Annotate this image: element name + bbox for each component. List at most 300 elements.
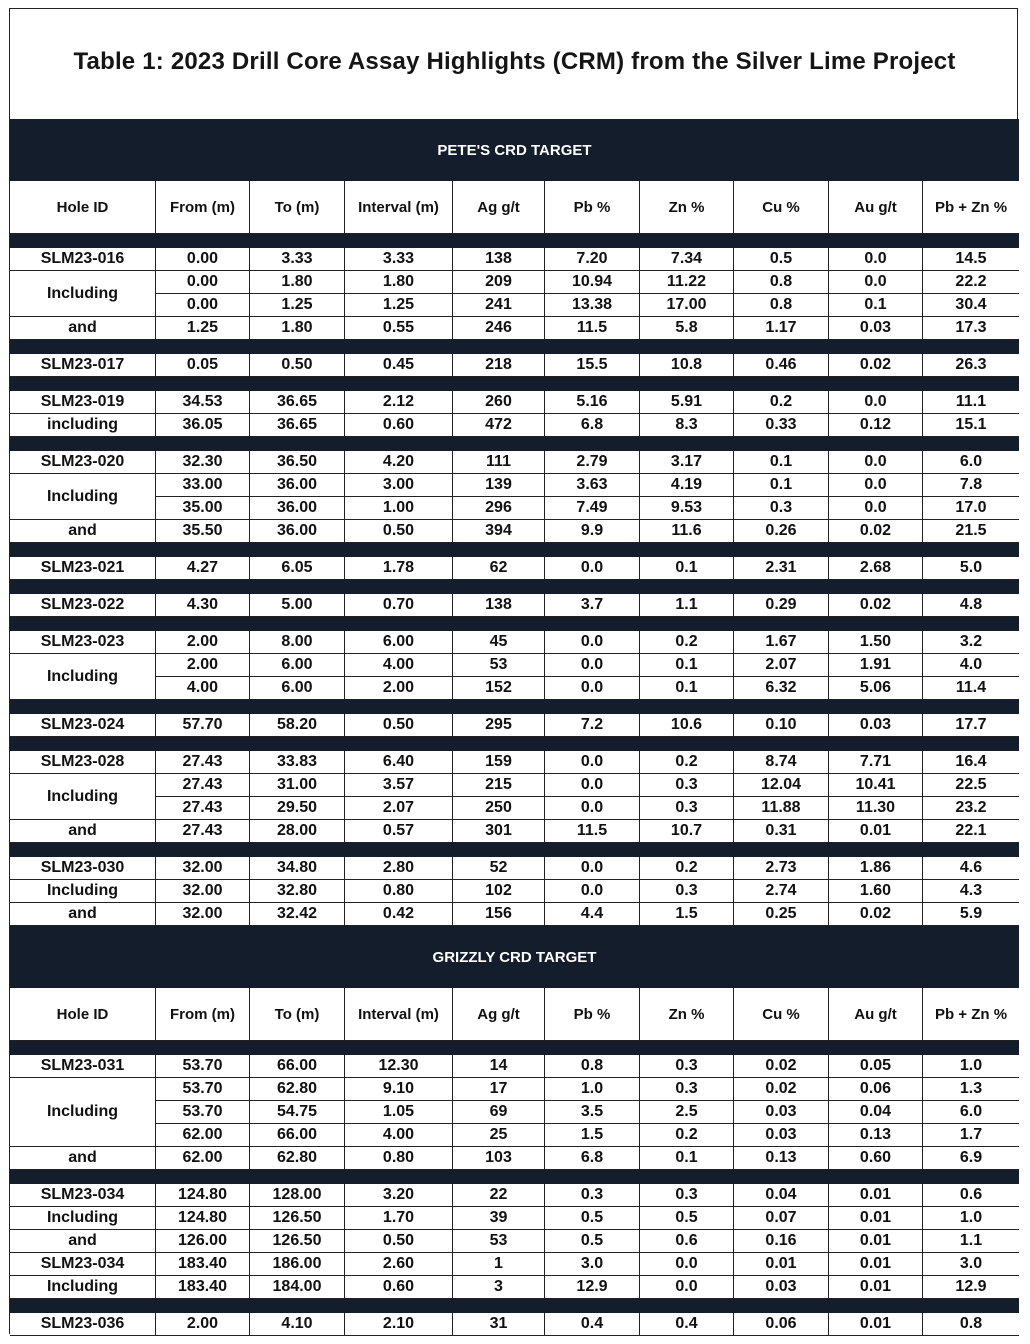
hole-id-cell: SLM23-016 (10, 248, 156, 271)
value-cell: 1.80 (250, 271, 345, 294)
value-cell: 27.43 (156, 820, 250, 843)
value-cell: 32.00 (156, 857, 250, 880)
value-cell: 0.3 (545, 1184, 640, 1207)
column-header: Zn % (640, 181, 734, 234)
value-cell: 27.43 (156, 751, 250, 774)
value-cell: 4.10 (250, 1313, 345, 1336)
value-cell: 0.0 (545, 677, 640, 700)
hole-id-cell: SLM23-031 (10, 1055, 156, 1078)
value-cell: 3.33 (345, 248, 453, 271)
value-cell: 0.3 (640, 880, 734, 903)
value-cell: 0.50 (345, 520, 453, 543)
hole-id-cell: SLM23-019 (10, 391, 156, 414)
row-separator (10, 437, 1019, 451)
table-row (10, 714, 1019, 737)
value-cell: 34.53 (156, 391, 250, 414)
value-cell: 1.1 (640, 594, 734, 617)
value-cell: 0.07 (734, 1207, 829, 1230)
row-separator (10, 1170, 1019, 1184)
row-separator (10, 1299, 1019, 1313)
assay-table (10, 119, 1019, 1336)
value-cell: 66.00 (250, 1055, 345, 1078)
value-cell: 0.8 (923, 1313, 1019, 1336)
value-cell: 4.3 (923, 880, 1019, 903)
table-row (10, 631, 1019, 654)
column-header: From (m) (156, 988, 250, 1041)
value-cell: 12.9 (923, 1276, 1019, 1299)
value-cell: 1.91 (829, 654, 923, 677)
hole-group (10, 248, 1019, 340)
value-cell: 126.50 (250, 1207, 345, 1230)
value-cell: 2.74 (734, 880, 829, 903)
value-cell: 295 (453, 714, 545, 737)
value-cell: 301 (453, 820, 545, 843)
hole-id-cell: SLM23-020 (10, 451, 156, 474)
hole-id-cell: SLM23-022 (10, 594, 156, 617)
value-cell: 17.7 (923, 714, 1019, 737)
value-cell: 241 (453, 294, 545, 317)
value-cell: 159 (453, 751, 545, 774)
column-header: To (m) (250, 181, 345, 234)
value-cell: 0.05 (829, 1055, 923, 1078)
value-cell: 2.00 (345, 677, 453, 700)
value-cell: 0.0 (829, 248, 923, 271)
value-cell: 0.42 (345, 903, 453, 926)
value-cell: 11.6 (640, 520, 734, 543)
value-cell: 53.70 (156, 1078, 250, 1101)
value-cell: 0.13 (734, 1147, 829, 1170)
hole-group (10, 751, 1019, 843)
header-row (10, 988, 1019, 1041)
row-separator (10, 580, 1019, 594)
value-cell: 0.0 (545, 880, 640, 903)
value-cell: 36.00 (250, 474, 345, 497)
value-cell: 6.8 (545, 414, 640, 437)
value-cell: 10.8 (640, 354, 734, 377)
value-cell: 0.0 (829, 497, 923, 520)
value-cell: 4.0 (923, 654, 1019, 677)
column-header: Zn % (640, 988, 734, 1041)
hole-group (10, 714, 1019, 737)
value-cell: 0.2 (640, 751, 734, 774)
including-label: Including (10, 1078, 156, 1147)
value-cell: 0.31 (734, 820, 829, 843)
row-separator (10, 700, 1019, 714)
value-cell: 1.25 (156, 317, 250, 340)
value-cell: 0.03 (829, 317, 923, 340)
value-cell: 0.3 (640, 797, 734, 820)
column-header: Pb + Zn % (923, 181, 1019, 234)
table-row (10, 797, 1019, 820)
section-band: GRIZZLY CRD TARGET (10, 926, 1019, 988)
value-cell: 6.00 (250, 677, 345, 700)
value-cell: 62.80 (250, 1078, 345, 1101)
value-cell: 250 (453, 797, 545, 820)
value-cell: 1.25 (250, 294, 345, 317)
value-cell: 1.50 (829, 631, 923, 654)
value-cell: 11.30 (829, 797, 923, 820)
hole-id-cell: Including (10, 1207, 156, 1230)
value-cell: 3.57 (345, 774, 453, 797)
table-row (10, 557, 1019, 580)
table-row (10, 751, 1019, 774)
value-cell: 0.0 (545, 751, 640, 774)
value-cell: 0.25 (734, 903, 829, 926)
value-cell: 4.4 (545, 903, 640, 926)
hole-id-cell: SLM23-023 (10, 631, 156, 654)
value-cell: 0.5 (545, 1230, 640, 1253)
value-cell: 7.49 (545, 497, 640, 520)
hole-group (10, 631, 1019, 700)
value-cell: 0.26 (734, 520, 829, 543)
hole-id-cell: SLM23-021 (10, 557, 156, 580)
table-row (10, 271, 1019, 294)
table-row (10, 677, 1019, 700)
hole-id-cell: Including (10, 880, 156, 903)
value-cell: 22.1 (923, 820, 1019, 843)
value-cell: 9.53 (640, 497, 734, 520)
value-cell: 1.3 (923, 1078, 1019, 1101)
value-cell: 12.04 (734, 774, 829, 797)
value-cell: 52 (453, 857, 545, 880)
value-cell: 11.5 (545, 317, 640, 340)
value-cell: 10.7 (640, 820, 734, 843)
value-cell: 53 (453, 654, 545, 677)
value-cell: 3.7 (545, 594, 640, 617)
table-row (10, 1313, 1019, 1336)
table-row (10, 1253, 1019, 1276)
hole-id-cell: including (10, 414, 156, 437)
value-cell: 1.25 (345, 294, 453, 317)
value-cell: 0.0 (545, 797, 640, 820)
value-cell: 1.7 (923, 1124, 1019, 1147)
value-cell: 5.9 (923, 903, 1019, 926)
row-separator (10, 1041, 1019, 1055)
value-cell: 0.50 (250, 354, 345, 377)
value-cell: 0.06 (734, 1313, 829, 1336)
value-cell: 0.80 (345, 1147, 453, 1170)
value-cell: 6.00 (250, 654, 345, 677)
value-cell: 16.4 (923, 751, 1019, 774)
value-cell: 4.19 (640, 474, 734, 497)
value-cell: 3 (453, 1276, 545, 1299)
table-row (10, 594, 1019, 617)
hole-id-cell: SLM23-028 (10, 751, 156, 774)
value-cell: 126.00 (156, 1230, 250, 1253)
including-label: Including (10, 654, 156, 700)
value-cell: 138 (453, 594, 545, 617)
hole-id-cell: and (10, 1147, 156, 1170)
value-cell: 0.04 (829, 1101, 923, 1124)
column-header: Cu % (734, 988, 829, 1041)
value-cell: 1.70 (345, 1207, 453, 1230)
table-row (10, 1276, 1019, 1299)
value-cell: 1.0 (923, 1207, 1019, 1230)
value-cell: 0.01 (734, 1253, 829, 1276)
value-cell: 4.00 (156, 677, 250, 700)
value-cell: 0.01 (829, 1276, 923, 1299)
value-cell: 296 (453, 497, 545, 520)
value-cell: 11.1 (923, 391, 1019, 414)
value-cell: 186.00 (250, 1253, 345, 1276)
value-cell: 22.2 (923, 271, 1019, 294)
value-cell: 6.32 (734, 677, 829, 700)
value-cell: 8.00 (250, 631, 345, 654)
value-cell: 2.00 (156, 1313, 250, 1336)
table-row (10, 1078, 1019, 1101)
value-cell: 0.0 (829, 271, 923, 294)
value-cell: 33.00 (156, 474, 250, 497)
value-cell: 34.80 (250, 857, 345, 880)
value-cell: 4.20 (345, 451, 453, 474)
hole-group (10, 857, 1019, 926)
table-row (10, 1124, 1019, 1147)
value-cell: 17.0 (923, 497, 1019, 520)
value-cell: 0.12 (829, 414, 923, 437)
value-cell: 218 (453, 354, 545, 377)
value-cell: 0.03 (734, 1101, 829, 1124)
value-cell: 3.0 (545, 1253, 640, 1276)
value-cell: 0.03 (734, 1276, 829, 1299)
value-cell: 1.05 (345, 1101, 453, 1124)
value-cell: 53.70 (156, 1055, 250, 1078)
value-cell: 7.71 (829, 751, 923, 774)
value-cell: 0.00 (156, 294, 250, 317)
value-cell: 0.29 (734, 594, 829, 617)
table-title: Table 1: 2023 Drill Core Assay Highlights (CRM) from the Silver Lime Project (73, 48, 956, 75)
value-cell: 2.80 (345, 857, 453, 880)
value-cell: 45 (453, 631, 545, 654)
value-cell: 246 (453, 317, 545, 340)
table-row (10, 1230, 1019, 1253)
hole-group (10, 1184, 1019, 1299)
value-cell: 57.70 (156, 714, 250, 737)
value-cell: 0.50 (345, 1230, 453, 1253)
column-header: Cu % (734, 181, 829, 234)
value-cell: 138 (453, 248, 545, 271)
table-row (10, 248, 1019, 271)
value-cell: 2.00 (156, 654, 250, 677)
value-cell: 0.60 (829, 1147, 923, 1170)
table-row (10, 903, 1019, 926)
value-cell: 394 (453, 520, 545, 543)
value-cell: 1.5 (640, 903, 734, 926)
value-cell: 0.3 (640, 1184, 734, 1207)
value-cell: 5.91 (640, 391, 734, 414)
column-header: Pb % (545, 181, 640, 234)
value-cell: 0.57 (345, 820, 453, 843)
value-cell: 0.5 (734, 248, 829, 271)
value-cell: 7.2 (545, 714, 640, 737)
value-cell: 6.05 (250, 557, 345, 580)
column-header: Ag g/t (453, 181, 545, 234)
value-cell: 0.1 (734, 451, 829, 474)
value-cell: 30.4 (923, 294, 1019, 317)
table-row (10, 820, 1019, 843)
column-header: Au g/t (829, 181, 923, 234)
value-cell: 124.80 (156, 1207, 250, 1230)
table-row (10, 1184, 1019, 1207)
hole-group (10, 451, 1019, 543)
value-cell: 3.2 (923, 631, 1019, 654)
value-cell: 31 (453, 1313, 545, 1336)
including-label: Including (10, 474, 156, 520)
value-cell: 35.50 (156, 520, 250, 543)
value-cell: 2.07 (345, 797, 453, 820)
value-cell: 0.5 (640, 1207, 734, 1230)
value-cell: 1.1 (923, 1230, 1019, 1253)
value-cell: 0.0 (829, 474, 923, 497)
value-cell: 124.80 (156, 1184, 250, 1207)
value-cell: 9.9 (545, 520, 640, 543)
value-cell: 36.50 (250, 451, 345, 474)
value-cell: 0.03 (734, 1124, 829, 1147)
value-cell: 0.0 (545, 857, 640, 880)
table-row (10, 654, 1019, 677)
value-cell: 5.06 (829, 677, 923, 700)
value-cell: 5.0 (923, 557, 1019, 580)
column-header: Hole ID (10, 181, 156, 234)
hole-id-cell: SLM23-034 (10, 1253, 156, 1276)
value-cell: 27.43 (156, 797, 250, 820)
value-cell: 3.17 (640, 451, 734, 474)
value-cell: 102 (453, 880, 545, 903)
table-row (10, 414, 1019, 437)
value-cell: 0.00 (156, 248, 250, 271)
value-cell: 0.2 (640, 1124, 734, 1147)
value-cell: 0.60 (345, 1276, 453, 1299)
value-cell: 25 (453, 1124, 545, 1147)
value-cell: 36.05 (156, 414, 250, 437)
including-label: Including (10, 774, 156, 820)
value-cell: 0.01 (829, 1313, 923, 1336)
value-cell: 6.40 (345, 751, 453, 774)
value-cell: 4.6 (923, 857, 1019, 880)
value-cell: 54.75 (250, 1101, 345, 1124)
value-cell: 0.1 (640, 677, 734, 700)
value-cell: 2.10 (345, 1313, 453, 1336)
value-cell: 11.5 (545, 820, 640, 843)
value-cell: 4.30 (156, 594, 250, 617)
table-row (10, 391, 1019, 414)
value-cell: 28.00 (250, 820, 345, 843)
value-cell: 0.3 (640, 774, 734, 797)
value-cell: 31.00 (250, 774, 345, 797)
document-sheet (9, 8, 1018, 1334)
section-band: PETE'S CRD TARGET (10, 119, 1019, 181)
value-cell: 1.0 (923, 1055, 1019, 1078)
value-cell: 32.42 (250, 903, 345, 926)
hole-id-cell: and (10, 317, 156, 340)
table-row (10, 880, 1019, 903)
value-cell: 22.5 (923, 774, 1019, 797)
row-separator (10, 843, 1019, 857)
value-cell: 126.50 (250, 1230, 345, 1253)
value-cell: 17 (453, 1078, 545, 1101)
value-cell: 0.8 (545, 1055, 640, 1078)
value-cell: 0.16 (734, 1230, 829, 1253)
value-cell: 0.06 (829, 1078, 923, 1101)
value-cell: 0.8 (734, 271, 829, 294)
table-row (10, 294, 1019, 317)
value-cell: 0.1 (640, 1147, 734, 1170)
value-cell: 69 (453, 1101, 545, 1124)
value-cell: 12.9 (545, 1276, 640, 1299)
value-cell: 0.33 (734, 414, 829, 437)
value-cell: 209 (453, 271, 545, 294)
value-cell: 103 (453, 1147, 545, 1170)
table-row (10, 1101, 1019, 1124)
value-cell: 3.33 (250, 248, 345, 271)
value-cell: 32.30 (156, 451, 250, 474)
value-cell: 32.80 (250, 880, 345, 903)
value-cell: 0.04 (734, 1184, 829, 1207)
value-cell: 10.6 (640, 714, 734, 737)
value-cell: 0.01 (829, 1230, 923, 1253)
value-cell: 0.1 (640, 557, 734, 580)
value-cell: 66.00 (250, 1124, 345, 1147)
table-row (10, 1147, 1019, 1170)
value-cell: 0.0 (545, 654, 640, 677)
value-cell: 0.1 (734, 474, 829, 497)
value-cell: 3.5 (545, 1101, 640, 1124)
hole-group (10, 594, 1019, 617)
value-cell: 1.5 (545, 1124, 640, 1147)
value-cell: 6.8 (545, 1147, 640, 1170)
column-header: Interval (m) (345, 988, 453, 1041)
including-label: Including (10, 271, 156, 317)
hole-group (10, 1055, 1019, 1170)
value-cell: 0.02 (734, 1055, 829, 1078)
value-cell: 26.3 (923, 354, 1019, 377)
value-cell: 17.3 (923, 317, 1019, 340)
value-cell: 36.00 (250, 497, 345, 520)
value-cell: 0.46 (734, 354, 829, 377)
value-cell: 0.6 (923, 1184, 1019, 1207)
value-cell: 27.43 (156, 774, 250, 797)
value-cell: 33.83 (250, 751, 345, 774)
value-cell: 0.0 (545, 557, 640, 580)
hole-group (10, 354, 1019, 377)
value-cell: 0.02 (829, 354, 923, 377)
value-cell: 8.3 (640, 414, 734, 437)
value-cell: 0.2 (640, 857, 734, 880)
hole-group (10, 391, 1019, 437)
column-header: Au g/t (829, 988, 923, 1041)
value-cell: 0.02 (829, 594, 923, 617)
value-cell: 1.78 (345, 557, 453, 580)
value-cell: 0.0 (829, 451, 923, 474)
value-cell: 0.0 (545, 631, 640, 654)
value-cell: 2.5 (640, 1101, 734, 1124)
value-cell: 0.0 (829, 391, 923, 414)
value-cell: 11.4 (923, 677, 1019, 700)
value-cell: 62.00 (156, 1124, 250, 1147)
value-cell: 36.65 (250, 414, 345, 437)
value-cell: 6.9 (923, 1147, 1019, 1170)
value-cell: 1.60 (829, 880, 923, 903)
column-header: Interval (m) (345, 181, 453, 234)
value-cell: 0.03 (829, 714, 923, 737)
value-cell: 1.80 (250, 317, 345, 340)
value-cell: 62 (453, 557, 545, 580)
value-cell: 0.0 (545, 774, 640, 797)
value-cell: 0.3 (640, 1055, 734, 1078)
value-cell: 215 (453, 774, 545, 797)
value-cell: 3.00 (345, 474, 453, 497)
value-cell: 0.55 (345, 317, 453, 340)
value-cell: 0.0 (640, 1276, 734, 1299)
